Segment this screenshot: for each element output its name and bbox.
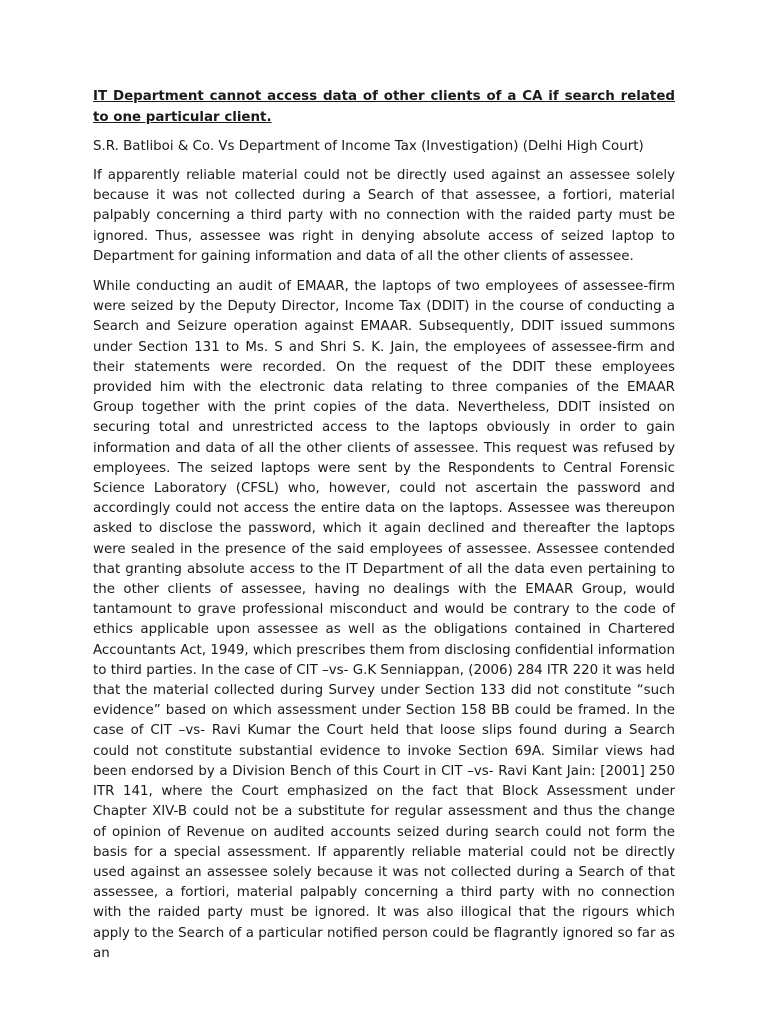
case-citation: S.R. Batliboi & Co. Vs Department of Income Tax (Investigation) (Delhi High Court)	[93, 139, 644, 154]
paragraph-summary: If apparently reliable material could not be directly used against an assessee solely because it was not collected during a Search of that assessee, a fortiori, material palpably concerning a third party with no connection with the raided party must be ignored. Thus, assessee was right in denying absolute access of seized laptop to Department for gaining information and data of all the other clients of assessee.	[93, 168, 675, 264]
document-title: IT Department cannot access data of other clients of a CA if search related to one particular client.	[93, 89, 675, 125]
paragraph-facts: While conducting an audit of EMAAR, the laptops of two employees of assessee-firm were seized by the Deputy Director, Income Tax (DDIT) in the course of conducting a Search and Seizure operation against EMAAR. Subsequently, DDIT issued summons under Section 131 to Ms. S and Shri S. K. Jain, the employees of assessee-firm and their statements were recorded. On the request of the DDIT these employees provided him with the electronic data relating to three companies of the EMAAR Group together with the print copies of the data. Nevertheless, DDIT insisted on securing total and unrestricted access to the laptops obviously in order to gain information and data of all the other clients of assessee. This request was refused by employees. The seized laptops were sent by the Respondents to Central Forensic Science Laboratory (CFSL) who, however, could not ascertain the password and accordingly could not access the entire data on the laptops. Assessee was thereupon asked to disclose the password, which it again declined and thereafter the laptops were sealed in the presence of the said employees of assessee. Assessee contended that granting absolute access to the IT Department of all the data even pertaining to the other clients of assessee, having no dealings with the EMAAR Group, would tantamount to grave professional misconduct and would be contrary to the code of ethics applicable upon assessee as well as the obligations contained in Chartered Accountants Act, 1949, which prescribes them from disclosing confidential information to third parties. In the case of CIT –vs- G.K Senniappan, (2006) 284 ITR 220 it was held that the material collected during Survey under Section 133 did not constitute “such evidence” based on which assessment under Section 158 BB could be framed. In the case of CIT –vs- Ravi Kumar the Court held that loose slips found during a Search could not constitute substantial evidence to invoke Section 69A. Similar views had been endorsed by a Division Bench of this Court in CIT –vs- Ravi Kant Jain: [2001] 250 ITR 141, where the Court emphasized on the fact that Block Assessment under Chapter XIV-B could not be a substitute for regular assessment and thus the change of opinion of Revenue on audited accounts seized during search could not form the basis for a special assessment. If apparently reliable material could not be directly used against an assessee solely because it was not collected during a Search of that assessee, a fortiori, material palpably concerning a third party with no connection with the raided party must be ignored. It was also illogical that the rigours which apply to the Search of a particular notified person could be flagrantly ignored so far as an	[93, 279, 675, 961]
document-page	[93, 86, 675, 974]
